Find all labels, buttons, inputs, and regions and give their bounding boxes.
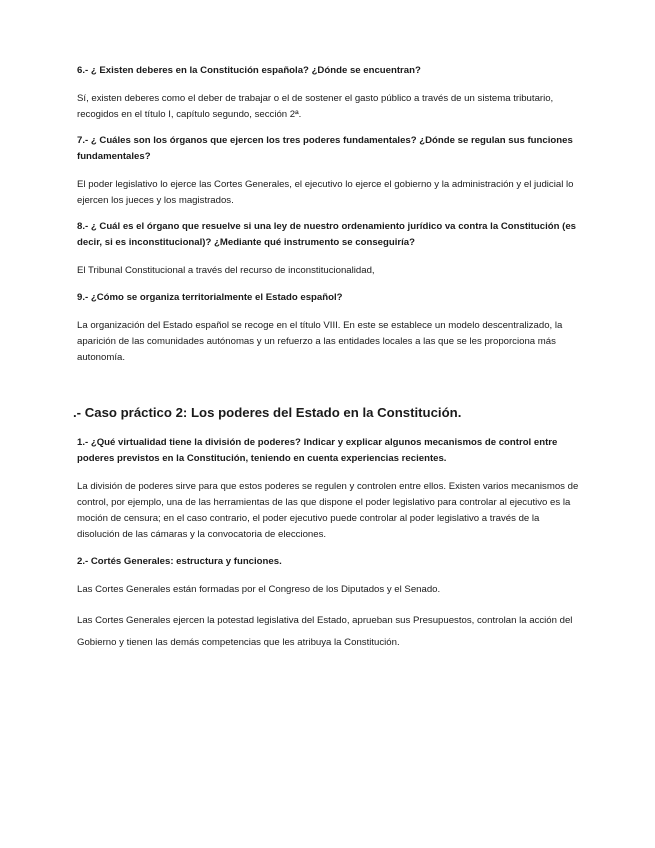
question-6: 6.- ¿ Existen deberes en la Constitución española? ¿Dónde se encuentran? xyxy=(77,65,421,76)
case-study-title: .- Caso práctico 2: Los poderes del Estado en la Constitución. xyxy=(73,405,462,420)
answer-6: Sí, existen deberes como el deber de trabajar o el de sostener el gasto público a través de un sistema tributario, recogidos en el título I, capítulo segundo, sección 2ª. xyxy=(77,93,554,120)
answer-9: La organización del Estado español se recoge en el título VIII. En este se establece un modelo descentralizado, la aparición de las comunidades autónomas y un refuerzo a las entidades locales a las que se les proporciona más autonomía. xyxy=(77,320,563,363)
question-7: 7.- ¿ Cuáles son los órganos que ejercen los tres poderes fundamentales? ¿Dónde se regulan sus funciones fundamentales? xyxy=(77,135,573,162)
case-question-2: 2.- Cortés Generales: estructura y funciones. xyxy=(77,556,282,567)
question-8: 8.- ¿ Cuál es el órgano que resuelve si una ley de nuestro ordenamiento jurídico va contra la Constitución (es decir, si es inconstitucional)? ¿Mediante qué instrumento se conseguiría? xyxy=(77,221,576,248)
question-9: 9.- ¿Cómo se organiza territorialmente el Estado español? xyxy=(77,292,343,303)
case-answer-1: La división de poderes sirve para que estos poderes se regulen y controlen entre ellos. Existen varios mecanismos de control, por ejemplo, una de las herramientas de las que dispone el poder legislativo para controlar al ejecutivo es la moción de censura; en el caso contrario, el poder ejecutivo puede controlar al poder legislativo a través de la disolución de las cámaras y la convocatoria de elecciones. xyxy=(77,481,579,540)
case-question-1: 1.- ¿Qué virtualidad tiene la división de poderes? Indicar y explicar algunos mecanismos de control entre poderes previstos en la Constitución, teniendo en cuenta experiencias recientes. xyxy=(77,437,558,464)
answer-7: El poder legislativo lo ejerce las Cortes Generales, el ejecutivo lo ejerce el gobierno y la administración y el judicial lo ejercen los jueces y los magistrados. xyxy=(77,179,574,206)
answer-8: El Tribunal Constitucional a través del recurso de inconstitucionalidad, xyxy=(77,265,375,276)
case-answer-2b: Las Cortes Generales ejercen la potestad legislativa del Estado, aprueban sus Presupuestos, controlan la acción del Gobierno y tienen las demás competencias que les atribuya la Constitución. xyxy=(77,615,573,648)
case-answer-2a: Las Cortes Generales están formadas por el Congreso de los Diputados y el Senado. xyxy=(77,584,441,595)
